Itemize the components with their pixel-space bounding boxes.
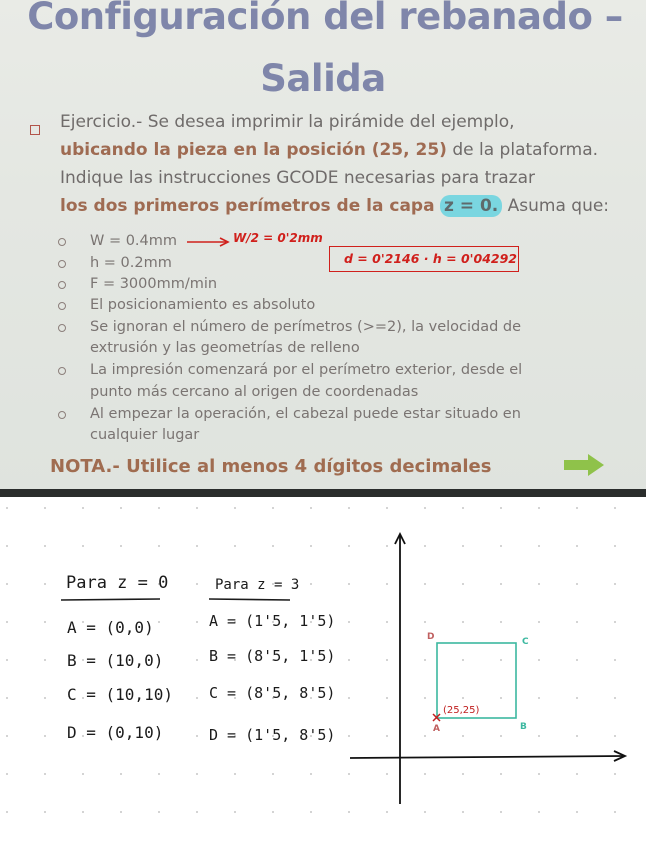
- exercise-line-1: Ejercicio.- Se desea imprimir la pirámide del ejemplo,: [60, 112, 515, 132]
- col1-underline: [60, 597, 162, 603]
- corner-label-a: A: [433, 724, 440, 734]
- item-width: W = 0.4mm: [90, 233, 178, 249]
- exercise-line-3: Indique las instrucciones GCODE necesarias para trazar: [60, 168, 536, 188]
- circle-bullet-icon: [58, 367, 66, 375]
- circle-bullet-icon: [58, 281, 66, 289]
- item-absolute: El posicionamiento es absoluto: [90, 297, 316, 313]
- col1-header: Para z = 0: [66, 573, 169, 593]
- square-bullet-icon: [30, 125, 40, 135]
- col1-point-d: D = (0,10): [67, 723, 164, 742]
- corner-label-c: C: [522, 637, 529, 647]
- item-start-2: punto más cercano al origen de coordenadas: [90, 384, 419, 400]
- red-arrow-icon: [186, 236, 230, 248]
- note-text: NOTA.- Utilice al menos 4 dígitos decimales: [50, 456, 492, 477]
- item-head-1: Al empezar la operación, el cabezal puede estar situado en: [90, 406, 521, 422]
- layer-highlight: z = 0.: [440, 195, 502, 217]
- slide-title-line2: Salida: [260, 57, 386, 100]
- col2-underline: [208, 597, 292, 603]
- circle-bullet-icon: [58, 260, 66, 268]
- col1-point-c: C = (10,10): [67, 685, 173, 704]
- col2-point-a: A = (1'5, 1'5): [209, 612, 336, 630]
- coordinate-sketch: [340, 522, 640, 812]
- circle-bullet-icon: [58, 302, 66, 310]
- col1-point-b: B = (10,0): [67, 651, 164, 670]
- circle-bullet-icon: [58, 324, 66, 332]
- assume-text: Asuma que:: [502, 196, 610, 216]
- notebook-page: [0, 497, 646, 848]
- col2-header: Para z = 3: [215, 577, 300, 593]
- green-arrow-icon[interactable]: [562, 452, 606, 478]
- col2-point-d: D = (1'5, 8'5): [209, 726, 336, 744]
- col2-point-c: C = (8'5, 8'5): [209, 684, 336, 702]
- corner-label-d: D: [427, 632, 435, 642]
- item-start-1: La impresión comenzará por el perímetro exterior, desde el: [90, 362, 523, 378]
- slide-edge: [0, 489, 646, 497]
- col1-point-a: A = (0,0): [67, 618, 154, 637]
- circle-bullet-icon: [58, 411, 66, 419]
- annotation-d: d = 0'2146 · h = 0'04292: [344, 251, 517, 266]
- exercise-line-2: [60, 142, 620, 159]
- item-ignore-2: extrusión y las geometrías de relleno: [90, 340, 360, 356]
- item-height: h = 0.2mm: [90, 255, 172, 271]
- x-axis: [350, 751, 625, 761]
- slide-title-line1: Configuración del rebanado –: [27, 0, 623, 38]
- position-text: ubicando la pieza en la posición (25, 25): [60, 140, 447, 160]
- y-axis: [395, 534, 405, 804]
- platform-text: de la plataforma.: [446, 140, 599, 160]
- item-ignore-1: Se ignoran el número de perímetros (>=2), la velocidad de: [90, 319, 522, 335]
- corner-label-b: B: [520, 722, 527, 732]
- item-feedrate: F = 3000mm/min: [90, 276, 218, 292]
- perimeters-text: los dos primeros perímetros de la capa: [60, 196, 435, 216]
- annotation-half-width: W/2 = 0'2mm: [233, 231, 323, 245]
- item-head-2: cualquier lugar: [90, 427, 200, 443]
- exercise-line-4: [60, 198, 620, 215]
- start-point-label: (25,25): [443, 705, 480, 716]
- col2-point-b: B = (8'5, 1'5): [209, 647, 336, 665]
- circle-bullet-icon: [58, 238, 66, 246]
